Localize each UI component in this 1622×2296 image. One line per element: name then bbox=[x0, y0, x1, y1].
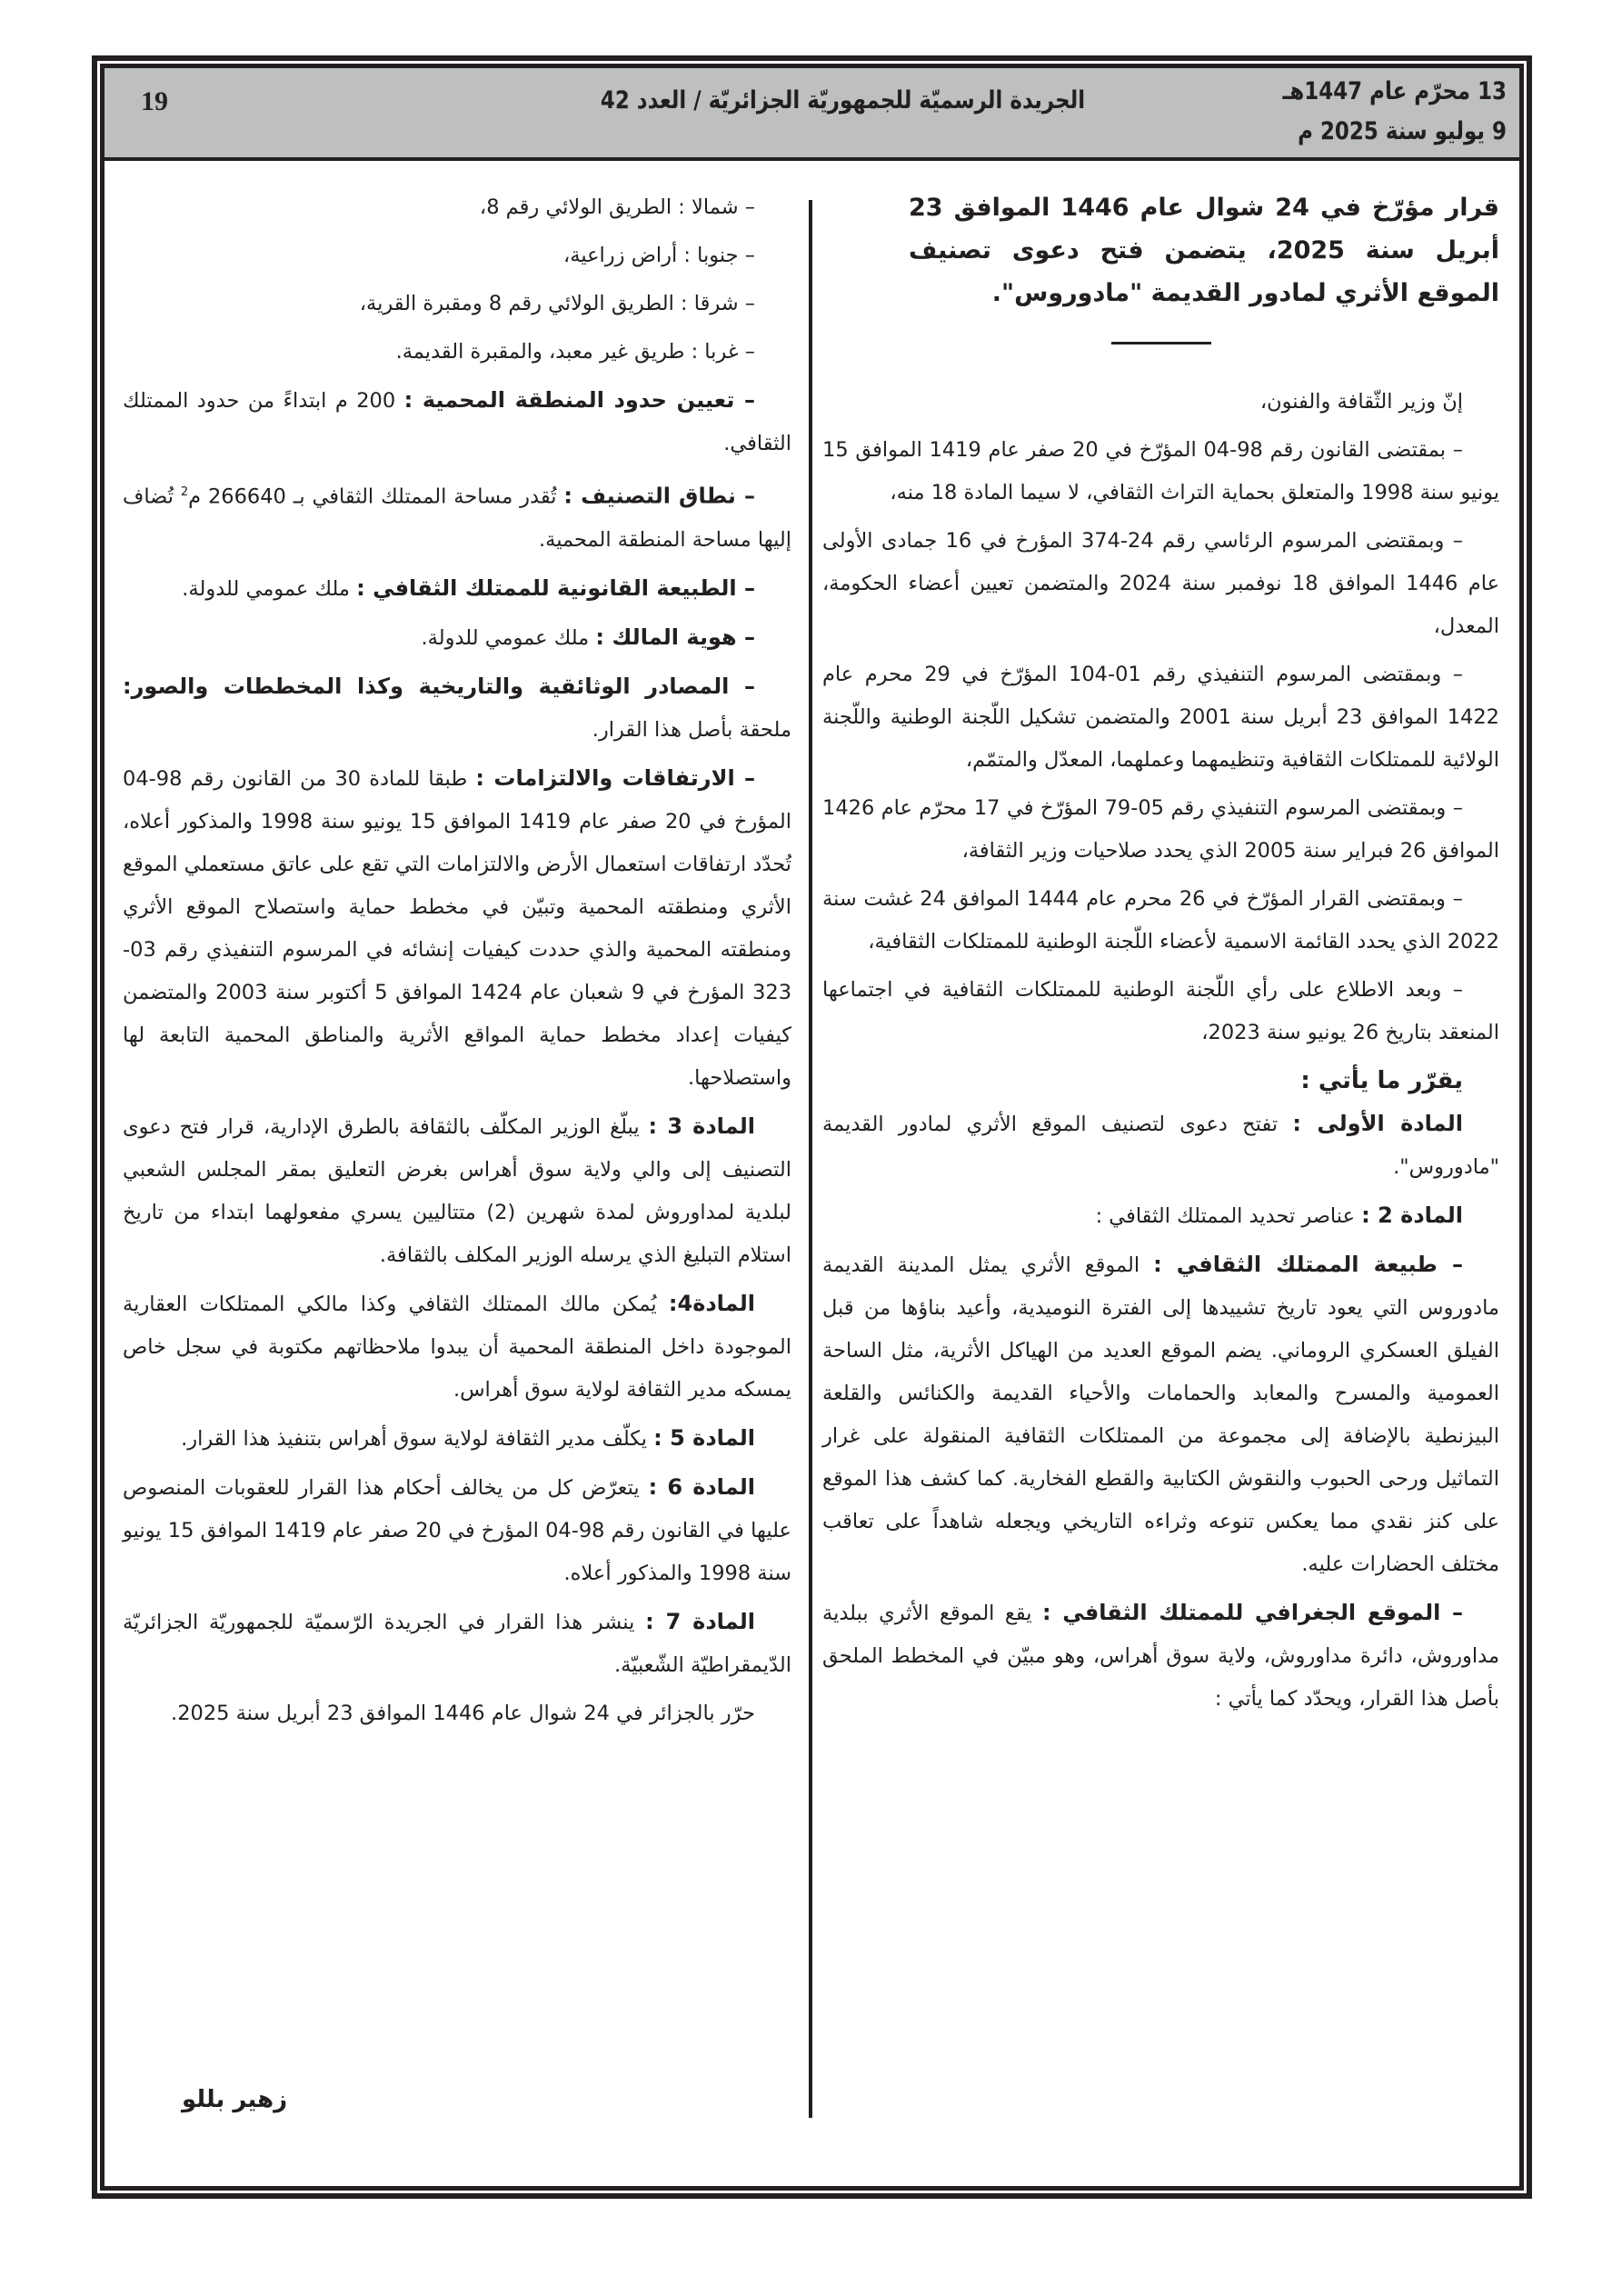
signed-at: حرّر بالجزائر في 24 شوال عام 1446 الموافق 23 أبريل سنة 2025. bbox=[171, 1701, 755, 1725]
recital: – بمقتضى القانون رقم 98-04 المؤرّخ في 20 صفر عام 1419 الموافق 15 يونيو سنة 1998 والمتعلق بحماية التراث الثقافي، لا سيما المادة 18 منه، bbox=[822, 438, 1499, 504]
page-number: 19 bbox=[141, 86, 168, 116]
legal-nature bbox=[123, 567, 791, 611]
right-column bbox=[822, 186, 1499, 1726]
boundary-east: – شرقا : الطريق الولائي رقم 8 ومقبرة القرية، bbox=[359, 292, 755, 315]
page-header bbox=[104, 68, 1519, 161]
item-label: – نطاق التصنيف : bbox=[563, 483, 756, 509]
article-text: يتعرّض كل من يخالف أحكام هذا القرار للعقوبات المنصوص عليها في القانون رقم 98-04 المؤرخ في 20 صفر عام 1419 الموافق 15 يونيو سنة 1998 والمذكور أعلاه. bbox=[123, 1475, 791, 1585]
article-label: المادة الأولى : bbox=[1292, 1111, 1463, 1136]
article-label: المادة 3 : bbox=[648, 1113, 755, 1139]
superscript: 2 bbox=[180, 485, 189, 499]
article-label: المادة 5 : bbox=[653, 1424, 755, 1451]
boundary-south: – جنوبا : أراض زراعية، bbox=[563, 244, 755, 267]
servitudes bbox=[123, 757, 791, 1100]
documentary-sources bbox=[123, 665, 791, 752]
article-text: تفتح دعوى لتصنيف الموقع الأثري لمادور القديمة "مادوروس". bbox=[822, 1113, 1499, 1179]
article-5 bbox=[123, 1417, 791, 1461]
geographic-location bbox=[822, 1592, 1499, 1721]
recital: – وبمقتضى المرسوم التنفيذي رقم 05-79 المؤرّخ في 17 محرّم عام 1426 الموافق 26 فبراير سنة 2005 الذي يحدد صلاحيات وزير الثقافة، bbox=[822, 796, 1499, 863]
property-nature bbox=[822, 1243, 1499, 1586]
article-label: المادة 6 : bbox=[648, 1473, 756, 1500]
owner-identity bbox=[123, 616, 791, 660]
article-label: المادة4: bbox=[668, 1290, 756, 1316]
hijri-date: 13 محرّم عام 1447هـ bbox=[1282, 77, 1507, 105]
item-label: – تعيين حدود المنطقة المحمية : bbox=[403, 387, 756, 413]
boundary-west: – غربا : طريق غير معبد، والمقبرة القديمة. bbox=[395, 340, 755, 364]
item-text: ملك عمومي للدولة. bbox=[421, 625, 590, 650]
article-label: المادة 7 : bbox=[645, 1608, 755, 1634]
item-label: – هوية المالك : bbox=[595, 624, 755, 650]
article-text: يكلّف مدير الثقافة لولاية سوق أهراس بتنفيذ هذا القرار. bbox=[181, 1426, 647, 1451]
item-label: – المصادر الوثائقية والتاريخية وكذا المخططات والصور: bbox=[123, 673, 755, 699]
recital: – وبعد الاطلاع على رأي اللّجنة الوطنية للممتلكات الثقافية في اجتماعها المنعقد بتاريخ 26 يونيو سنة 2023، bbox=[822, 978, 1499, 1044]
item-text: الموقع الأثري يمثل المدينة القديمة مادوروس التي يعود تاريخ تشييدها إلى الفترة النوميدية، وأعيد بناؤها من قبل الفيلق العسكري الروماني. يضم الموقع العديد من الهياكل الأثرية، مثل الساحة العمومية والمسرح والمعابد والحمامات والأحياء القديمة والكنائس والقلعة البيزنطية بالإضافة إلى مجموعة من الممتلكات الثقافية المنقولة على غرار التماثيل ورحى الحبوب والنقوش الكتابية والقطع الفخارية. كما كشف هذا الموقع على كنز نقدي مما يعكس تنوعه وثراءه التاريخي ويجعله شاهداً على تعاقب مختلف الحضارات عليه. bbox=[822, 1253, 1499, 1576]
boundary-north: – شمالا : الطريق الولائي رقم 8، bbox=[479, 195, 755, 219]
recital: – وبمقتضى المرسوم الرئاسي رقم 24-374 المؤرخ في 16 جمادى الأولى عام 1446 الموافق 18 نوفمبر سنة 2024 والمتضمن تعيين أعضاء الحكومة، المعدل، bbox=[822, 529, 1499, 638]
article-2 bbox=[822, 1194, 1499, 1238]
item-text: ملحقة بأصل هذا القرار. bbox=[592, 717, 791, 742]
item-text: تُقدر مساحة الممتلك الثقافي بـ 266640 م bbox=[188, 484, 557, 509]
protected-zone bbox=[123, 379, 791, 465]
item-text: يقع الموقع الأثري ببلدية مداوروش، دائرة مداوروش، ولاية سوق أهراس، وهو مبيّن في المخطط الملحق بأصل هذا القرار، ويحدّد كما يأتي : bbox=[822, 1602, 1499, 1711]
preamble-intro: إنّ وزير الثّقافة والفنون، bbox=[1259, 390, 1463, 414]
article-text: يبلّغ الوزير المكلّف بالثقافة بالطرق الإدارية، قرار فتح دعوى التصنيف إلى والي ولاية سوق أهراس بغرض التعليق بمقر المجلس الشعبي لبلدية لمداوروش لمدة شهرين (2) متتاليين يسري مفعولهما ابتداء من تاريخ استلام التبليغ الذي يرسله الوزير المكلف بالثقافة. bbox=[123, 1114, 792, 1267]
recital: – وبمقتضى القرار المؤرّخ في 26 محرم عام 1444 الموافق 24 غشت سنة 2022 الذي يحدد القائمة الاسمية لأعضاء اللّجنة الوطنية للممتلكات الثقافية، bbox=[822, 887, 1499, 953]
item-text: تُضاف إليها مساحة المنطقة المحمية. bbox=[123, 484, 791, 552]
recital: – وبمقتضى المرسوم التنفيذي رقم 01-104 المؤرّخ في 29 محرم عام 1422 الموافق 23 أبريل سنة 2001 والمتضمن تشكيل اللّجنة الوطنية واللّجنة الولائية للممتلكات الثقافية وتنظيمهما وعملهما، المعدّل والمتمّم، bbox=[822, 663, 1499, 772]
left-column bbox=[123, 186, 791, 1741]
item-label: – الموقع الجغرافي للممتلك الثقافي : bbox=[1042, 1600, 1463, 1625]
gazette-title: الجريدة الرسميّة للجمهوريّة الجزائريّة / العدد 42 bbox=[600, 86, 1086, 115]
title-rule bbox=[1111, 342, 1211, 344]
article-7 bbox=[123, 1601, 791, 1687]
article-text: يُمكن مالك الممتلك الثقافي وكذا مالكي الممتلكات العقارية الموجودة داخل المنطقة المحمية أن يبدوا ملاحظاتهم مكتوبة في سجل خاص يمسكه مدير الثقافة لولاية سوق أهراس. bbox=[123, 1292, 791, 1402]
item-text: طبقا للمادة 30 من القانون رقم 98-04 المؤرخ في 20 صفر عام 1419 الموافق 15 يونيو سنة 1998 والمذكور أعلاه، تُحدّد ارتفاقات استعمال الأرض والالتزامات التي تقع على عاتق مستعملي الموقع الأثري ومنطقته المحمية وتبيّن في مخطط حماية واستصلاح الموقع الأثري ومنطقته المحمية والذي حددت كيفيات إنشائه في المرسوم التنفيذي رقم 03-323 المؤرخ في 9 شعبان عام 1424 الموافق 5 أكتوبر سنة 2003 والمتضمن كيفيات إعداد مخطط حماية المواقع الأثرية والمناطق المحمية التابعة لها واستصلاحها. bbox=[123, 766, 792, 1090]
decree-title: قرار مؤرّخ في 24 شوال عام 1446 الموافق 23 أبريل سنة 2025، يتضمن فتح دعوى تصنيف الموقع الأثري لمادور القديمة "مادوروس". bbox=[909, 194, 1499, 307]
item-label: – الارتفاقات والالتزامات : bbox=[475, 764, 756, 791]
article-text: ينشر هذا القرار في الجريدة الرّسميّة للجمهوريّة الجزائريّة الدّيمقراطيّة الشّعبيّة. bbox=[123, 1610, 791, 1677]
decides-heading: يقرّر ما يأتي : bbox=[1300, 1067, 1463, 1094]
classification-scope bbox=[123, 471, 791, 562]
column-divider bbox=[809, 200, 812, 2118]
item-text: 200 م ابتداءً من حدود الممتلك الثقافي. bbox=[123, 389, 791, 455]
gregorian-date: 9 يوليو سنة 2025 م bbox=[1298, 117, 1507, 145]
signature: زهير بللو bbox=[182, 2086, 288, 2113]
article-label: المادة 2 : bbox=[1361, 1203, 1463, 1228]
article-3 bbox=[123, 1105, 791, 1277]
item-label: – الطبيعة القانونية للممتلك الثقافي : bbox=[356, 574, 755, 601]
item-label: – طبيعة الممتلك الثقافي : bbox=[1153, 1252, 1463, 1277]
article-4 bbox=[123, 1283, 791, 1412]
article-6 bbox=[123, 1466, 791, 1595]
article-1 bbox=[822, 1103, 1499, 1189]
item-text: ملك عمومي للدولة. bbox=[182, 576, 350, 601]
article-text: عناصر تحديد الممتلك الثقافي : bbox=[1095, 1204, 1355, 1228]
